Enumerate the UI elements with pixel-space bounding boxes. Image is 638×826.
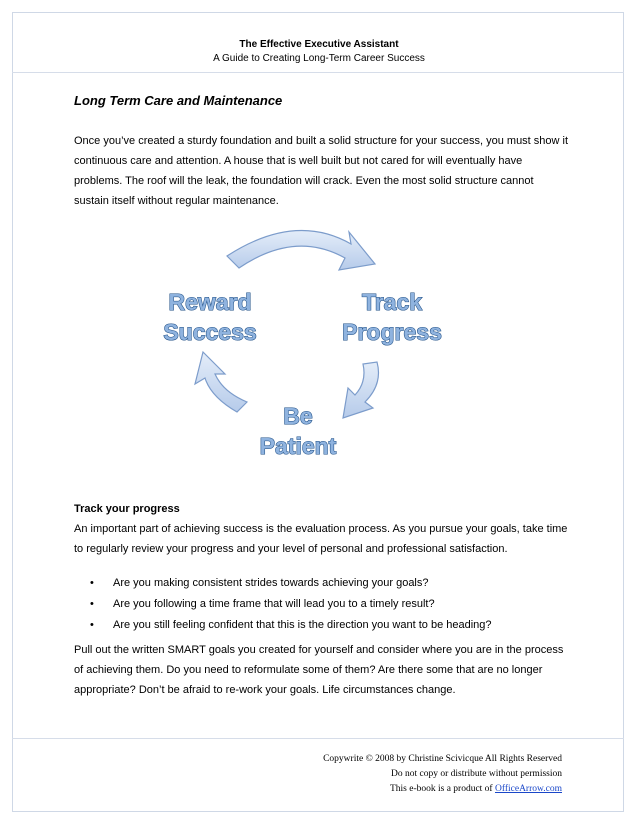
list-item (90, 615, 492, 636)
list-item-text: Are you still feeling confident that this is the direction you want to be heading? (113, 619, 492, 631)
reward-label-line1: Reward (168, 289, 252, 315)
cycle-arrow-top (227, 231, 375, 270)
list-item (90, 594, 492, 615)
track-paragraph: An important part of achieving success is the evaluation process. As you pursue your goals, take time to regularly review your progress and your level of personal and professional satisfaction. (74, 523, 568, 555)
permission-notice: Do not copy or distribute without permission (391, 769, 562, 779)
question-list (90, 573, 492, 636)
patient-label-line2: Patient (259, 433, 337, 459)
bullet-icon: • (90, 598, 94, 610)
cycle-diagram (155, 212, 455, 477)
cycle-arrow-left (195, 352, 247, 412)
officearrow-link[interactable]: OfficeArrow.com (494, 784, 562, 794)
track-label-line1: Track (361, 289, 423, 315)
book-title: The Effective Executive Assistant (239, 39, 399, 50)
section-title: Long Term Care and Maintenance (74, 93, 283, 108)
list-item-text: Are you following a time frame that will lead you to a timely result? (113, 598, 435, 610)
track-label-line2: Progress (342, 319, 442, 345)
copyright-text: Copywrite © 2008 by Christine Scivicque All Rights Reserved (323, 754, 562, 764)
product-prefix: This e-book is a product of (389, 784, 495, 794)
reward-label-line2: Success (163, 319, 257, 345)
patient-label-line1: Be (283, 403, 313, 429)
header-divider (12, 72, 624, 73)
page-footer (323, 752, 562, 797)
list-item-text: Are you making consistent strides towards achieving your goals? (113, 577, 429, 589)
list-item (90, 573, 492, 594)
bullet-icon: • (90, 619, 94, 631)
bullet-icon: • (90, 577, 94, 589)
page-header (0, 38, 638, 66)
track-heading: Track your progress (74, 503, 180, 515)
intro-paragraph: Once you’ve created a sturdy foundation and built a solid structure for your success, you must show it continuous care and attention. A house that is well built but not cared for will eventually have problems. The roof will the leak, the foundation will crack. Even the most solid structure cannot sustain itself without regular maintenance. (74, 135, 569, 207)
closing-paragraph: Pull out the written SMART goals you created for yourself and consider where you are in the process of achieving them. Do you need to reformulate some of them? Are there some that are no longer appropriate? Don’t be afraid to re-work your goals. Life circumstances change. (74, 644, 564, 696)
cycle-arrow-right (343, 362, 379, 418)
book-subtitle: A Guide to Creating Long-Term Career Success (213, 53, 425, 64)
product-line (323, 782, 562, 797)
footer-divider (12, 738, 624, 739)
